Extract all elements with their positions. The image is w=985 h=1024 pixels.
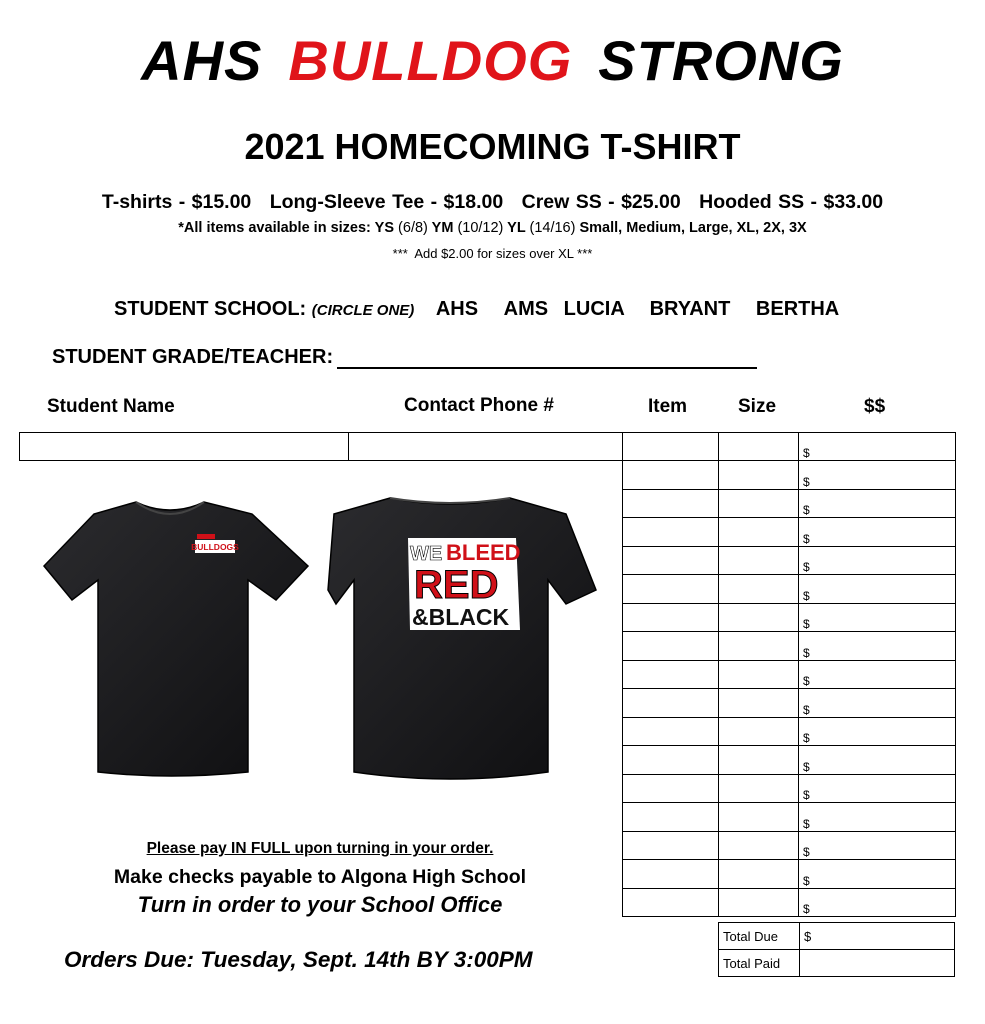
circle-one-text: CIRCLE ONE) — [316, 302, 415, 319]
circle-one-open-paren: ( — [311, 302, 317, 319]
front-shirt-logo: BULLDOGS — [191, 542, 239, 552]
amount-field[interactable]: $ — [799, 774, 956, 803]
col-student-name: Student Name — [47, 396, 175, 417]
size-field[interactable] — [719, 717, 799, 746]
size-field[interactable] — [719, 518, 799, 547]
banner-ahs: AHS — [141, 29, 263, 92]
school-option-bryant[interactable]: BRYANT — [649, 298, 731, 320]
size-ys-range: (6/8) — [398, 220, 428, 236]
col-item: Item — [648, 396, 688, 417]
amount-field[interactable]: $ — [799, 433, 956, 461]
order-row — [623, 546, 956, 575]
order-row — [623, 831, 956, 860]
size-ym-range: (10/12) — [457, 220, 504, 236]
price-hooded: Hooded SS - $33.00 — [699, 191, 884, 213]
order-row — [623, 803, 956, 832]
item-field[interactable] — [623, 603, 719, 632]
school-label: STUDENT SCHOOL: — [114, 298, 307, 320]
amount-field[interactable]: $ — [799, 831, 956, 860]
order-row — [623, 575, 956, 604]
additional-fee-note: *** Add $2.00 for sizes over XL *** — [392, 246, 593, 261]
amount-field[interactable]: $ — [799, 518, 956, 547]
we-bleed-red-graphic — [408, 538, 521, 630]
item-field[interactable] — [623, 632, 719, 661]
order-row — [623, 660, 956, 689]
order-row — [623, 632, 956, 661]
item-field[interactable] — [623, 717, 719, 746]
contact-phone-field[interactable] — [349, 433, 623, 461]
order-row — [623, 860, 956, 889]
turn-in-instructions: Turn in order to your School Office — [137, 892, 503, 917]
item-field[interactable] — [623, 660, 719, 689]
size-yl: YL — [507, 220, 526, 236]
order-row — [623, 433, 956, 461]
amount-field[interactable]: $ — [799, 575, 956, 604]
shirt-images — [36, 480, 616, 800]
size-ys: YS — [374, 220, 395, 236]
total-due-label: Total Due — [719, 923, 800, 950]
school-option-lucia[interactable]: LUCIA — [563, 298, 625, 320]
size-yl-range: (14/16) — [529, 220, 576, 236]
student-school-row — [114, 298, 839, 321]
sizes-prefix: *All items available in sizes: — [178, 220, 371, 236]
school-option-bertha[interactable]: BERTHA — [755, 298, 840, 320]
amount-field[interactable]: $ — [799, 632, 956, 661]
order-row — [623, 888, 956, 917]
col-size: Size — [738, 396, 777, 417]
amount-field[interactable]: $ — [799, 860, 956, 889]
order-table — [622, 432, 956, 917]
amount-field[interactable]: $ — [799, 803, 956, 832]
order-row — [623, 518, 956, 547]
item-field[interactable] — [623, 518, 719, 547]
item-field[interactable] — [623, 689, 719, 718]
total-due-field[interactable]: $ — [800, 923, 955, 950]
graphic-bleed: BLEED — [446, 540, 521, 565]
size-field[interactable] — [719, 575, 799, 604]
payment-notice: Please pay IN FULL upon turning in your order. — [146, 840, 494, 857]
total-paid-field[interactable] — [800, 950, 955, 977]
grade-label: STUDENT GRADE/TEACHER: — [52, 346, 334, 368]
item-field[interactable] — [623, 575, 719, 604]
order-row — [623, 689, 956, 718]
order-row — [623, 603, 956, 632]
amount-field[interactable]: $ — [799, 717, 956, 746]
back-shirt-image — [328, 498, 596, 779]
checks-payable: Make checks payable to Algona High School — [113, 866, 527, 888]
col-money: $$ — [864, 396, 886, 417]
sizes-line — [0, 220, 985, 236]
col-contact-phone: Contact Phone # — [404, 395, 554, 416]
price-crew: Crew SS - $25.00 — [521, 191, 681, 213]
banner-title — [0, 28, 985, 93]
amount-field[interactable]: $ — [799, 489, 956, 518]
size-field[interactable] — [719, 660, 799, 689]
student-name-field[interactable] — [20, 433, 349, 461]
name-phone-row — [19, 432, 623, 461]
orders-due-date: Orders Due: Tuesday, Sept. 14th BY 3:00PM — [64, 947, 533, 972]
front-shirt-image — [44, 502, 308, 776]
size-field[interactable] — [719, 774, 799, 803]
amount-field[interactable]: $ — [799, 689, 956, 718]
size-field[interactable] — [719, 831, 799, 860]
order-row — [623, 489, 956, 518]
totals-table — [718, 922, 955, 977]
item-field[interactable] — [623, 803, 719, 832]
price-longsleeve: Long-Sleeve Tee - $18.00 — [269, 191, 504, 213]
order-row — [623, 461, 956, 490]
page-title: 2021 HOMECOMING T-SHIRT — [244, 126, 741, 167]
price-list — [0, 191, 985, 214]
student-grade-row — [52, 346, 757, 369]
school-option-ams[interactable]: AMS — [503, 298, 549, 320]
size-field[interactable] — [719, 546, 799, 575]
size-field[interactable] — [719, 803, 799, 832]
size-field[interactable] — [719, 860, 799, 889]
item-field[interactable] — [623, 746, 719, 775]
size-field[interactable] — [719, 489, 799, 518]
graphic-black: &BLACK — [412, 604, 510, 630]
size-field[interactable] — [719, 603, 799, 632]
size-field[interactable] — [719, 689, 799, 718]
graphic-red: RED — [414, 563, 499, 607]
amount-field[interactable]: $ — [799, 746, 956, 775]
size-field[interactable] — [719, 888, 799, 917]
size-ym: YM — [431, 220, 454, 236]
amount-field[interactable]: $ — [799, 603, 956, 632]
graphic-we: WE — [410, 543, 443, 565]
sizes-adult: Small, Medium, Large, XL, 2X, 3X — [579, 220, 807, 236]
amount-field[interactable]: $ — [799, 461, 956, 490]
circle-one-note — [312, 302, 415, 319]
amount-field[interactable]: $ — [799, 546, 956, 575]
order-row — [623, 774, 956, 803]
shirt-illustration — [36, 480, 616, 800]
item-field[interactable] — [623, 774, 719, 803]
item-field[interactable] — [623, 546, 719, 575]
size-field[interactable] — [719, 632, 799, 661]
item-field[interactable] — [623, 489, 719, 518]
item-field[interactable] — [623, 461, 719, 490]
size-field[interactable] — [719, 433, 799, 461]
order-row — [623, 717, 956, 746]
school-option-ahs[interactable]: AHS — [435, 298, 479, 320]
banner-bulldog: BULLDOG — [288, 29, 573, 92]
grade-teacher-field[interactable] — [337, 347, 757, 369]
order-row — [623, 746, 956, 775]
size-field[interactable] — [719, 461, 799, 490]
banner-strong: STRONG — [598, 29, 844, 92]
price-tshirt: T-shirts - $15.00 — [101, 191, 252, 213]
amount-field[interactable]: $ — [799, 888, 956, 917]
amount-field[interactable]: $ — [799, 660, 956, 689]
item-field[interactable] — [623, 433, 719, 461]
size-field[interactable] — [719, 746, 799, 775]
total-paid-label: Total Paid — [719, 950, 800, 977]
